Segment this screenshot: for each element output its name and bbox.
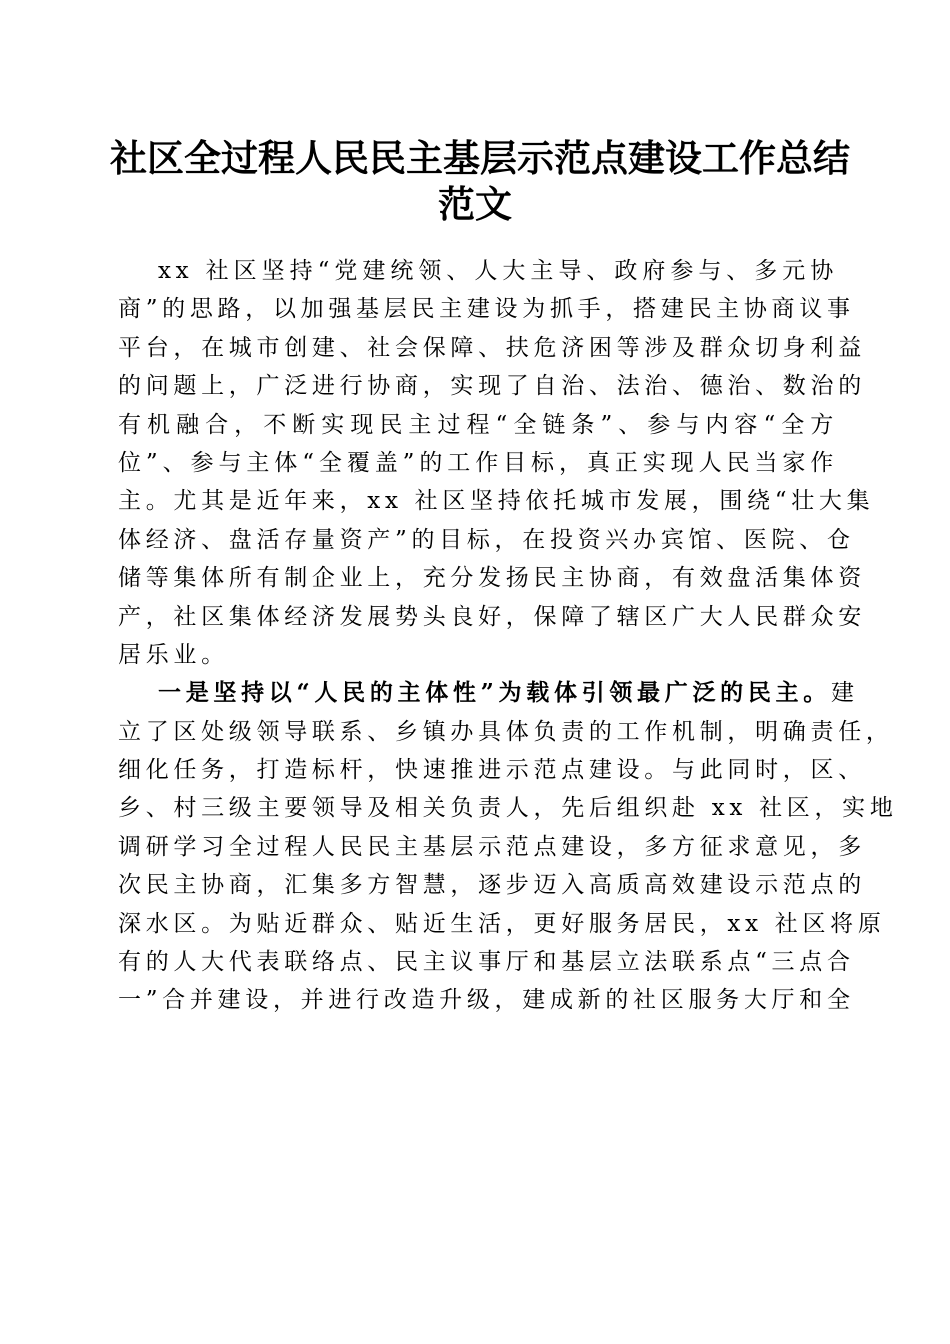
- paragraph-line: 主。尤其是近年来，xx 社区坚持依托城市发展，围绕“壮大集: [118, 488, 875, 515]
- paragraph-line: 深水区。为贴近群众、贴近生活，更好服务居民，xx 社区将原: [118, 910, 886, 937]
- paragraph-line: 储等集体所有制企业上，充分发扬民主协商，有效盘活集体资: [118, 565, 866, 592]
- paragraph-lead-line: [118, 674, 859, 712]
- paragraph-line: 体经济、盘活存量资产”的目标，在投资兴办宾馆、医院、仓: [118, 526, 855, 553]
- document-body: [118, 252, 898, 1020]
- paragraph-point-one: [118, 674, 898, 1020]
- paragraph-line: 一”合并建设，并进行改造升级，建成新的社区服务大厅和全: [118, 987, 855, 1014]
- paragraph-line: 位”、参与主体“全覆盖”的工作目标，真正实现人民当家作: [118, 449, 838, 476]
- paragraph-line: xx 社区坚持“党建统领、人大主导、政府参与、多元协: [158, 258, 838, 284]
- paragraph-line: 乡、村三级主要领导及相关负责人，先后组织赴 xx 社区，实地: [118, 795, 898, 822]
- paragraph-line: 商”的思路，以加强基层民主建设为抓手，搭建民主协商议事: [118, 296, 855, 323]
- paragraph-line: 有机融合，不断实现民主过程“全链条”、参与内容“全方: [118, 411, 838, 438]
- paragraph-line: 细化任务，打造标杆，快速推进示范点建设。与此同时，区、: [118, 757, 866, 784]
- paragraph-line: 居乐业。: [118, 641, 229, 668]
- title-line-1: 社区全过程人民民主基层示范点建设工作总结: [110, 136, 850, 180]
- paragraph-line: 的问题上，广泛进行协商，实现了自治、法治、德治、数治的: [118, 373, 866, 400]
- lead-continuation: 建: [830, 680, 859, 707]
- paragraph-line: 立了区处级领导联系、乡镇办具体负责的工作机制，明确责任，: [118, 718, 894, 745]
- paragraph-line: 次民主协商，汇集多方智慧，逐步迈入高质高效建设示范点的: [118, 872, 866, 899]
- paragraph-line: 平台，在城市创建、社会保障、扶危济困等涉及群众切身利益: [118, 334, 866, 361]
- paragraph-intro: [118, 252, 875, 674]
- document-title: [110, 135, 850, 227]
- bold-lead-sentence: 一是坚持以“人民的主体性”为载体引领最广泛的民主。: [158, 679, 831, 707]
- paragraph-line: 调研学习全过程人民民主基层示范点建设，多方征求意见，多: [118, 833, 866, 860]
- title-line-2: 范文: [438, 182, 512, 226]
- paragraph-line: 产，社区集体经济发展势头良好，保障了辖区广大人民群众安: [118, 603, 866, 630]
- paragraph-line: 有的人大代表联络点、民主议事厅和基层立法联系点“三点合: [118, 949, 855, 976]
